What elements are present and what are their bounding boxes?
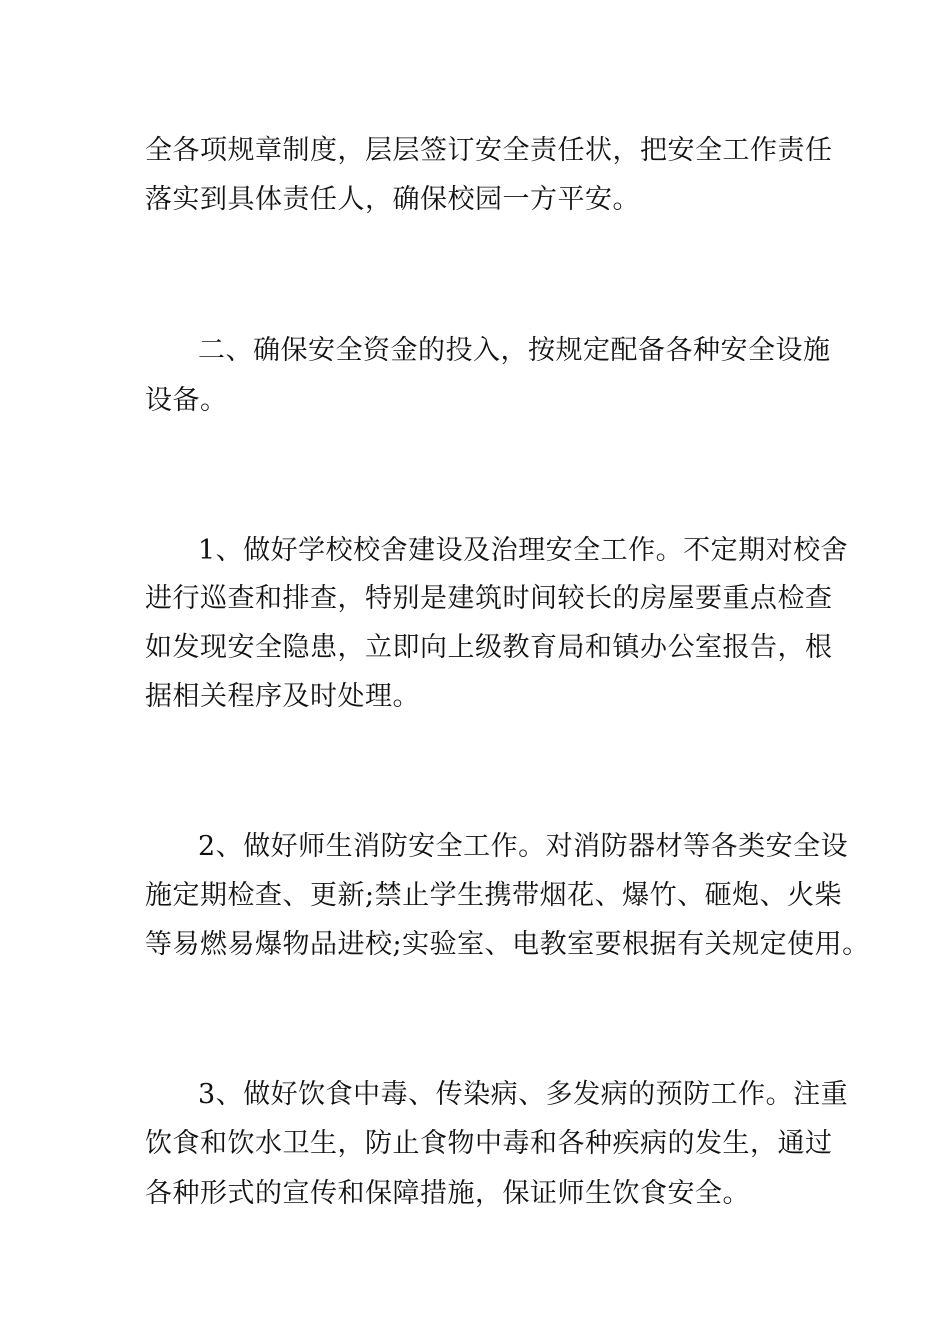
text-line: 落实到具体责任人，确保校园一方平安。 [145, 184, 640, 215]
text-line: 等易燃易爆物品进校;实验室、电教室要根据有关规定使用。 [145, 929, 870, 960]
text-line: 3、做好饮食中毒、传染病、多发病的预防工作。注重 [198, 1079, 849, 1110]
text-line: 各种形式的宣传和保障措施，保证师生饮食安全。 [145, 1178, 750, 1209]
text-line: 进行巡查和排查，特别是建筑时间较长的房屋要重点检查 [145, 583, 833, 614]
text-line: 2、做好师生消防安全工作。对消防器材等各类安全设 [198, 831, 849, 862]
text-line: 二、确保安全资金的投入，按规定配备各种安全设施 [198, 335, 831, 366]
text-line: 施定期检查、更新;禁止学生携带烟花、爆竹、砸炮、火柴 [145, 880, 843, 911]
text-line: 据相关程序及时处理。 [145, 681, 420, 712]
text-line: 如发现安全隐患，立即向上级教育局和镇办公室报告，根 [145, 632, 833, 663]
text-line: 饮食和饮水卫生，防止食物中毒和各种疾病的发生，通过 [145, 1128, 833, 1159]
text-line: 全各项规章制度，层层签订安全责任状，把安全工作责任 [145, 135, 833, 166]
text-line: 1、做好学校校舍建设及治理安全工作。不定期对校舍 [198, 535, 849, 566]
text-line: 设备。 [145, 385, 228, 416]
